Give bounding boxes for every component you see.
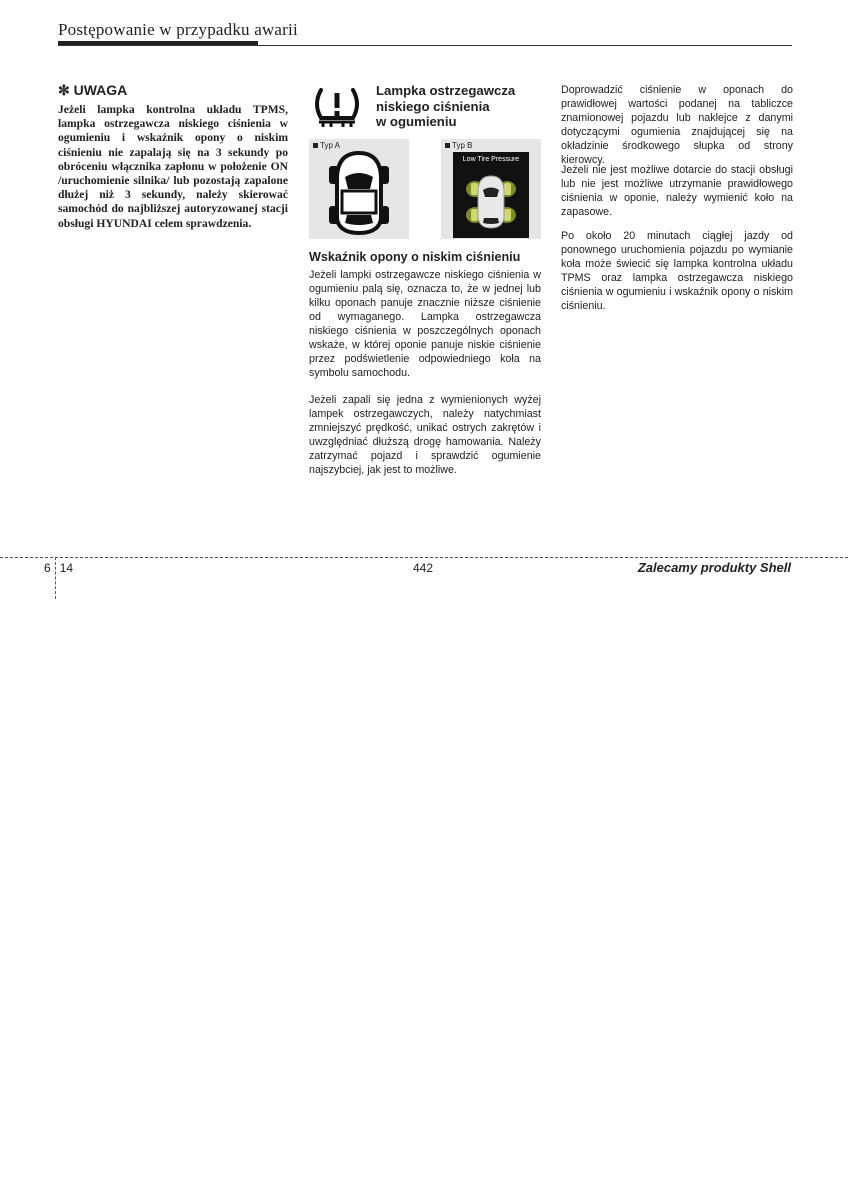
col3-paragraph-1: Doprowadzić ciśnienie w oponach do prawidłowej wartości podanej na tabliczce znamionowej pojazdu lub naklejce z danymi dotyczącymi ogumienia znajdującej się na okładzinie środkowego słupka od strony kierowcy. bbox=[561, 84, 793, 166]
footer-section-number: 6 bbox=[44, 561, 51, 575]
figure-type-b-label bbox=[445, 141, 472, 150]
tpms-warning-icon bbox=[309, 84, 365, 130]
figure-type-b bbox=[441, 139, 541, 239]
lamp-title-line3: w ogumieniu bbox=[376, 114, 457, 129]
display-text: Low Tire Pressure bbox=[462, 156, 520, 163]
footer-section-page bbox=[44, 561, 73, 575]
col3-paragraph-2: Jeżeli nie jest możliwe dotarcie do stacji obsługi lub nie jest możliwe utrzymanie prawidłowego ciśnienia w oponie, należy wymienić koło na zapasowe. bbox=[561, 164, 793, 218]
cluster-display bbox=[453, 152, 529, 238]
figure-type-b-text: Typ B bbox=[452, 141, 473, 150]
footer-dashed-rule bbox=[0, 557, 848, 558]
figure-type-a-text: Typ A bbox=[320, 141, 341, 150]
header-rule bbox=[58, 45, 792, 46]
lamp-title-line1: Lampka ostrzegawcza bbox=[376, 83, 516, 98]
indicator-paragraph-1: Jeżeli lampki ostrzegawcze niskiego ciśnienia w ogumieniu palą się, oznacza to, że w jednej lub kilku oponach panuje znacznie niższe ciśnienie od wymaganego. Lampka ostrzegawcza niskiego ciśnienia w poszczególnych oponach wskaże, w której oponie panuje niskie ciśnienie przez podświetlenie odpowiedniego koła na symbolu samochodu. bbox=[309, 269, 541, 379]
label-square-icon bbox=[445, 143, 450, 148]
figure-type-a bbox=[309, 139, 409, 239]
indicator-heading: Wskaźnik opony o niskim ciśnieniu bbox=[309, 250, 521, 264]
indicator-paragraph-2: Jeżeli zapali się jedna z wymienionych wyżej lampek ostrzegawczych, należy natychmiast zmniejszyć prędkość, unikać ostrych zakrętów i uwzględniać dłuższą drogę hamowania. Należy zatrzymać pojazd i sprawdzić ogumienie najszybciej, jak jest to możliwe. bbox=[309, 394, 541, 476]
warning-body: Jeżeli lampka kontrolna układu TPMS, lampka ostrzegawcza niskiego ciśnienia w ogumieniu i wskaźnik opony o niskim ciśnieniu nie zapalają się na 3 sekundy po obróceniu włącznika zapłonu w położenie ON /uruchomienie silnika/ lub pozostają zapalone dłużej niż 3 sekundy, należy skierować samochód do najbliższej autoryzowanej stacji obsługi HYUNDAI celem sprawdzenia. bbox=[58, 103, 288, 230]
lamp-title bbox=[376, 83, 556, 130]
footer-sheet-number: 442 bbox=[413, 561, 434, 575]
tire-pressure-car-icon bbox=[453, 152, 529, 238]
lamp-title-line2: niskiego ciśnienia bbox=[376, 98, 490, 114]
car-outline-icon bbox=[309, 139, 409, 239]
footer-page-number: 14 bbox=[59, 561, 74, 575]
col3-paragraph-3: Po około 20 minutach ciągłej jazdy od ponownego uruchomienia pojazdu po wymianie koła może świecić się lampka kontrolna układu TPMS oraz lampka ostrzegawcza niskiego ciśnienia w ogumieniu i wskaźnik opony o niskim ciśnieniu. bbox=[561, 230, 793, 312]
warning-heading: ✼ UWAGA bbox=[58, 82, 128, 98]
page-header-title: Postępowanie w przypadku awarii bbox=[58, 20, 298, 39]
footer-slogan: Zalecamy produkty Shell bbox=[637, 560, 791, 575]
